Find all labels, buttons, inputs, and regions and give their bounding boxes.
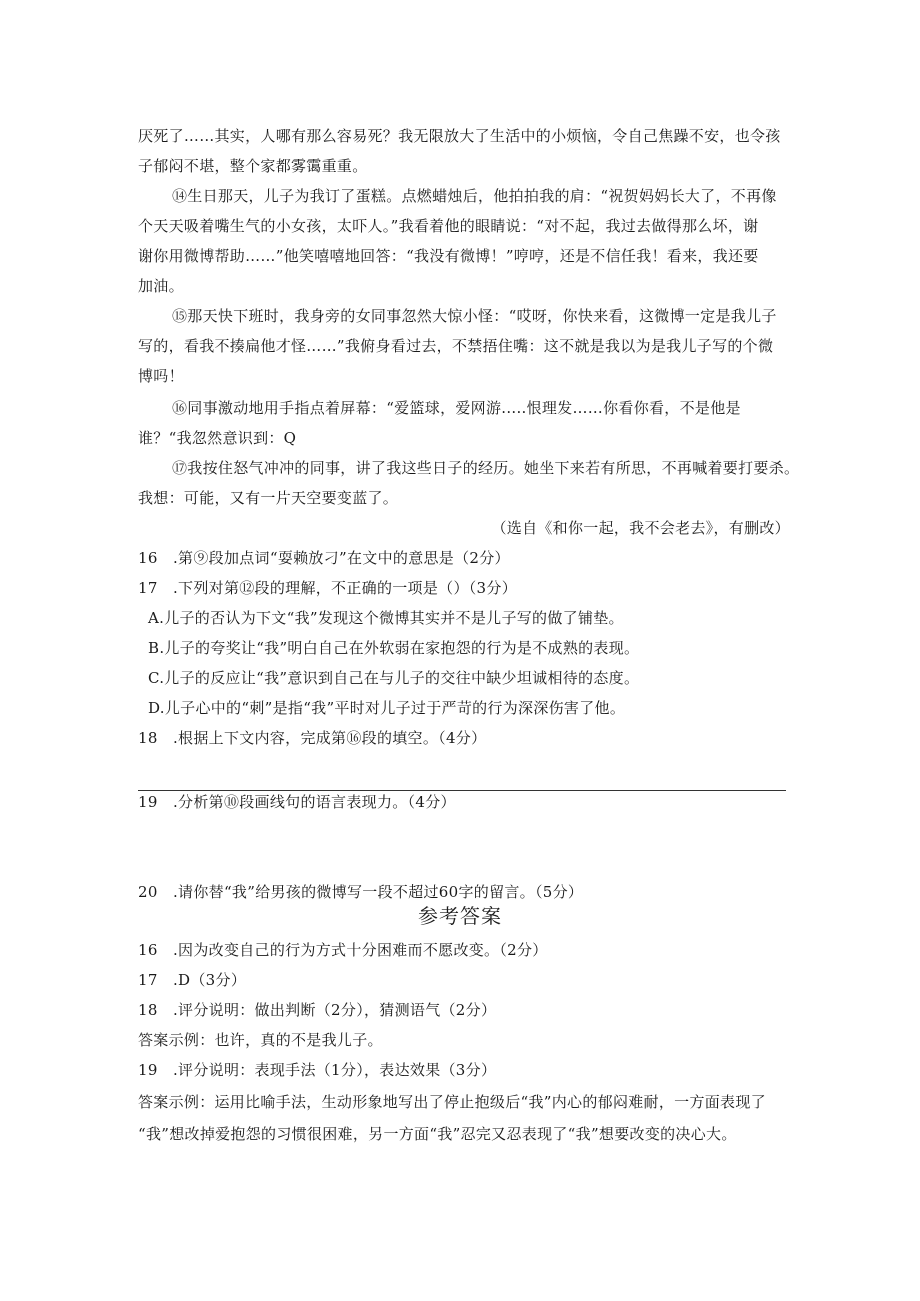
paragraph-16-line-1: ⑯同事激动地用手指点着屏幕：“爱篮球，爱网游.....恨理发……你看你看，不是他是 (172, 399, 741, 417)
question-19: 19 .分析第⑩段画线句的语言表现力。（4分） (138, 793, 456, 811)
answer-16: 16 .因为改变自己的行为方式十分困难而不愿改变。（2分） (138, 941, 548, 959)
question-16: 16 .第⑨段加点词“耍赖放刁”在文中的意思是（2分） (138, 549, 510, 567)
question-17-option-d: D.儿子心中的“刺”是指“我”平时对儿子过于严苛的行为深深伤害了他。 (148, 699, 626, 717)
question-17-option-a: A.儿子的否认为下文“我”发现这个微博其实并不是儿子写的做了铺垫。 (148, 609, 624, 627)
answer-blank-line (138, 790, 786, 791)
answers-heading: 参考答案 (418, 904, 502, 928)
question-17-option-b: B.儿子的夸奖让“我”明白自己在外软弱在家抱怨的行为是不成熟的表现。 (148, 639, 640, 657)
answer-19-scoring: 19 .评分说明：表现手法（1分），表达效果（3分） (138, 1061, 497, 1079)
paragraph-15-line-3: 博吗！ (138, 367, 184, 385)
answer-18-scoring: 18 .评分说明：做出判断（2分），猜测语气（2分） (138, 1001, 497, 1019)
paragraph-14-line-4: 加油。 (138, 277, 184, 295)
paragraph-15-line-2: 写的，看我不揍扁他才怪……”我俯身看过去，不禁捂住嘴：这不就是我以为是我儿子写的个微 (138, 337, 774, 355)
question-18: 18 .根据上下文内容，完成第⑯段的填空。（4分） (138, 729, 487, 747)
paragraph-13-line-2: 子郁闷不堪，整个家都雾霭重重。 (138, 157, 368, 175)
paragraph-13-line-1: 厌死了……其实，人哪有那么容易死？我无限放大了生活中的小烦恼，令自己焦躁不安，也令孩 (138, 127, 781, 145)
answer-17: 17 .D（3分） (138, 971, 247, 989)
question-20: 20 .请你替“我”给男孩的微博写一段不超过60字的留言。（5分） (138, 883, 584, 901)
source-citation: （选自《和你一起，我不会老去》，有删改） (491, 519, 790, 537)
paragraph-15-line-1: ⑮那天快下班时，我身旁的女同事忽然大惊小怪：“哎呀，你快来看，这微博一定是我儿子 (172, 307, 777, 325)
paragraph-14-line-2: 个天天吸着嘴生气的小女孩，太吓人。”我看着他的眼睛说：“对不起，我过去做得那么坏，谢 (138, 217, 759, 235)
answer-19-example-line-2: “我”想改掉爱抱怨的习惯很困难，另一方面“我”忍完又忍表现了“我”想要改变的决心大。 (138, 1125, 737, 1143)
question-17: 17 .下列对第⑫段的理解，不正确的一项是（）（3分） (138, 579, 518, 597)
paragraph-14-line-1: ⑭生日那天，儿子为我订了蛋糕。点燃蜡烛后，他拍拍我的肩：“祝贺妈妈长大了，不再像 (172, 187, 777, 205)
answer-18-example: 答案示例：也许，真的不是我儿子。 (138, 1031, 383, 1049)
paragraph-16-line-2: 谁？“我忽然意识到：Q (138, 429, 297, 447)
paragraph-17-line-1: ⑰我按住怒气冲冲的同事，讲了我这些日子的经历。她坐下来若有所思，不再喊着要打要杀。 (172, 459, 800, 477)
question-17-option-c: C.儿子的反应让“我”意识到自己在与儿子的交往中缺少坦诚相待的态度。 (148, 669, 640, 687)
answer-19-example-line-1: 答案示例：运用比喻手法，生动形象地写出了停止抱级后“我”内心的郁闷难耐，一方面表现了 (138, 1093, 766, 1111)
paragraph-14-line-3: 谢你用微博帮助……”他笑嘻嘻地回答：“我没有微博！”哼哼，还是不信任我！看来，我还要 (138, 247, 759, 265)
paragraph-17-line-2: 我想：可能，又有一片天空要变蓝了。 (138, 489, 399, 507)
